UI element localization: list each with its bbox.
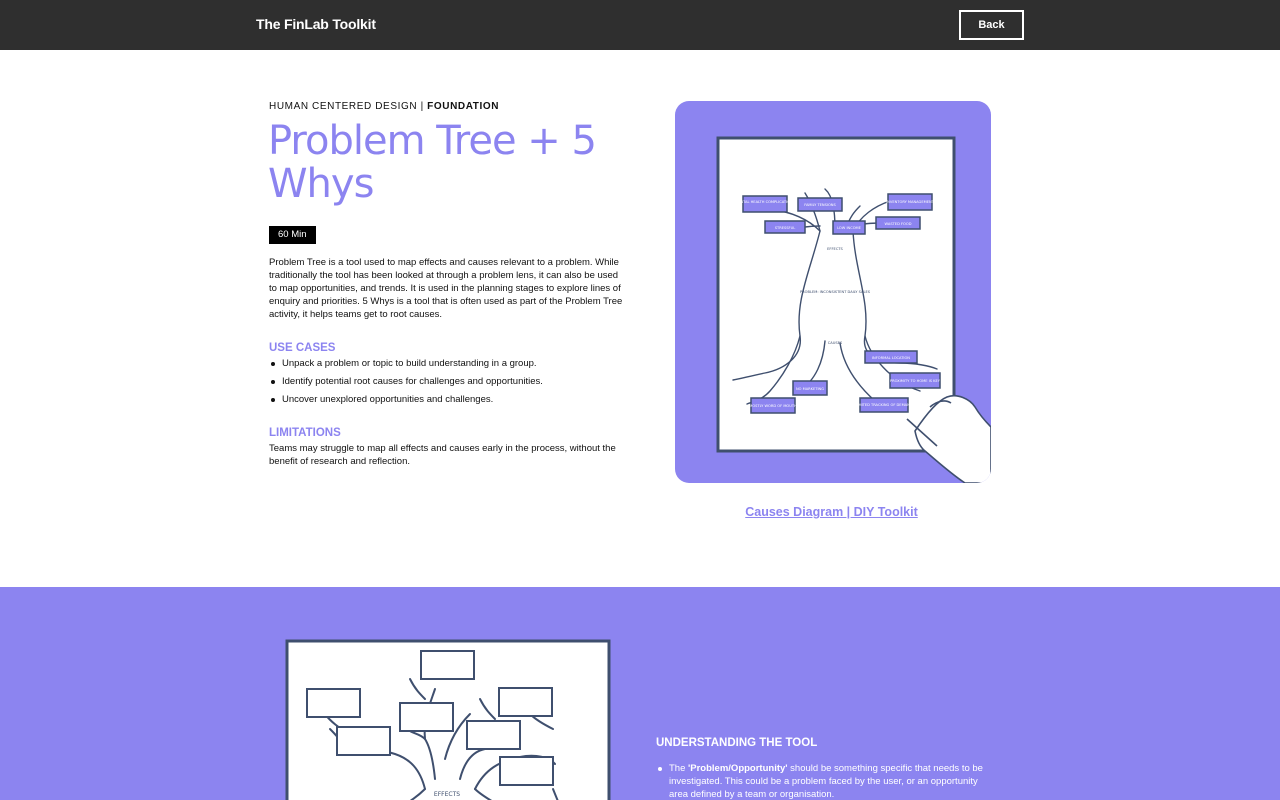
item-rest: should be something specific that needs to be investigated. This could be a problem faced by the user, or an opportunity area defined by a team or organisation. xyxy=(669,763,983,800)
list-item: Unpack a problem or topic to build understanding in a group. xyxy=(269,357,629,375)
category-separator: | xyxy=(420,101,424,112)
tree-label: MENTAL HEALTH COMPLICATIONS xyxy=(735,200,795,204)
tree-label: STRESSFUL xyxy=(774,226,796,230)
causes-diagram-link[interactable]: Causes Diagram | DIY Toolkit xyxy=(745,505,918,519)
category-label: HUMAN CENTERED DESIGN xyxy=(269,101,418,112)
tree-label: MOSTLY WORD OF MOUTH xyxy=(749,404,797,408)
tree-label: CAUSES xyxy=(827,341,843,345)
page-title: Problem Tree + 5 Whys xyxy=(268,118,596,207)
item-bold-term: 'Problem/Opportunity' xyxy=(688,763,788,774)
tree-label: INVENTORY MANAGEMENT xyxy=(886,200,934,204)
tree-label: WASTED FOOD xyxy=(884,222,912,226)
limitations-heading: LIMITATIONS xyxy=(269,427,341,439)
item-prefix: The xyxy=(669,763,689,774)
use-cases-list xyxy=(269,357,629,411)
list-item xyxy=(656,762,996,800)
tree-label: LOW INCOME xyxy=(837,226,861,230)
top-navigation-bar xyxy=(0,0,1280,50)
tree-label: PROBLEM: INCONSISTENT DAILY SALES xyxy=(799,290,871,294)
tree-label: PROXIMITY TO HOME IS KEY xyxy=(890,379,940,383)
back-button[interactable]: Back xyxy=(959,10,1024,40)
category-eyebrow xyxy=(269,101,499,112)
understanding-section xyxy=(0,587,1280,800)
empty-problem-tree-drawing xyxy=(285,639,611,800)
tree-label: LIMITED TRACKING OF DEMAND xyxy=(855,403,913,407)
list-item: Identify potential root causes for challenges and opportunities. xyxy=(269,375,629,393)
tree-label: NO MARKETING xyxy=(795,387,825,391)
tree-label: INFORMAL LOCATION xyxy=(871,356,911,360)
understanding-list xyxy=(656,762,996,800)
understanding-heading: UNDERSTANDING THE TOOL xyxy=(656,737,818,749)
tree-label: EFFECTS xyxy=(827,247,843,251)
duration-badge: 60 Min xyxy=(269,226,316,244)
brand-logo-text[interactable]: The FinLab Toolkit xyxy=(256,16,376,32)
limitations-paragraph: Teams may struggle to map all effects and causes early in the process, without the benefit of research and reflection. xyxy=(269,443,616,467)
tree-label: EFFECTS xyxy=(433,791,461,798)
intro-paragraph: Problem Tree is a tool used to map effects and causes relevant to a problem. While traditionally the tool has been looked at through a problem lens, it can also be used to map opportunities, and trends. It is used in the planning stages to explore lines of enquiry and priorities. 5 Whys is a tool that is often used as part of the Problem Tree activity, it helps teams get to root causes. xyxy=(269,257,623,320)
problem-tree-drawing xyxy=(675,101,991,483)
use-cases-heading: USE CASES xyxy=(269,342,336,354)
problem-tree-illustration xyxy=(675,101,991,483)
level-label: FOUNDATION xyxy=(427,101,500,112)
list-item: Uncover unexplored opportunities and challenges. xyxy=(269,393,629,411)
tree-label: FAMILY TENSIONS xyxy=(804,203,836,207)
